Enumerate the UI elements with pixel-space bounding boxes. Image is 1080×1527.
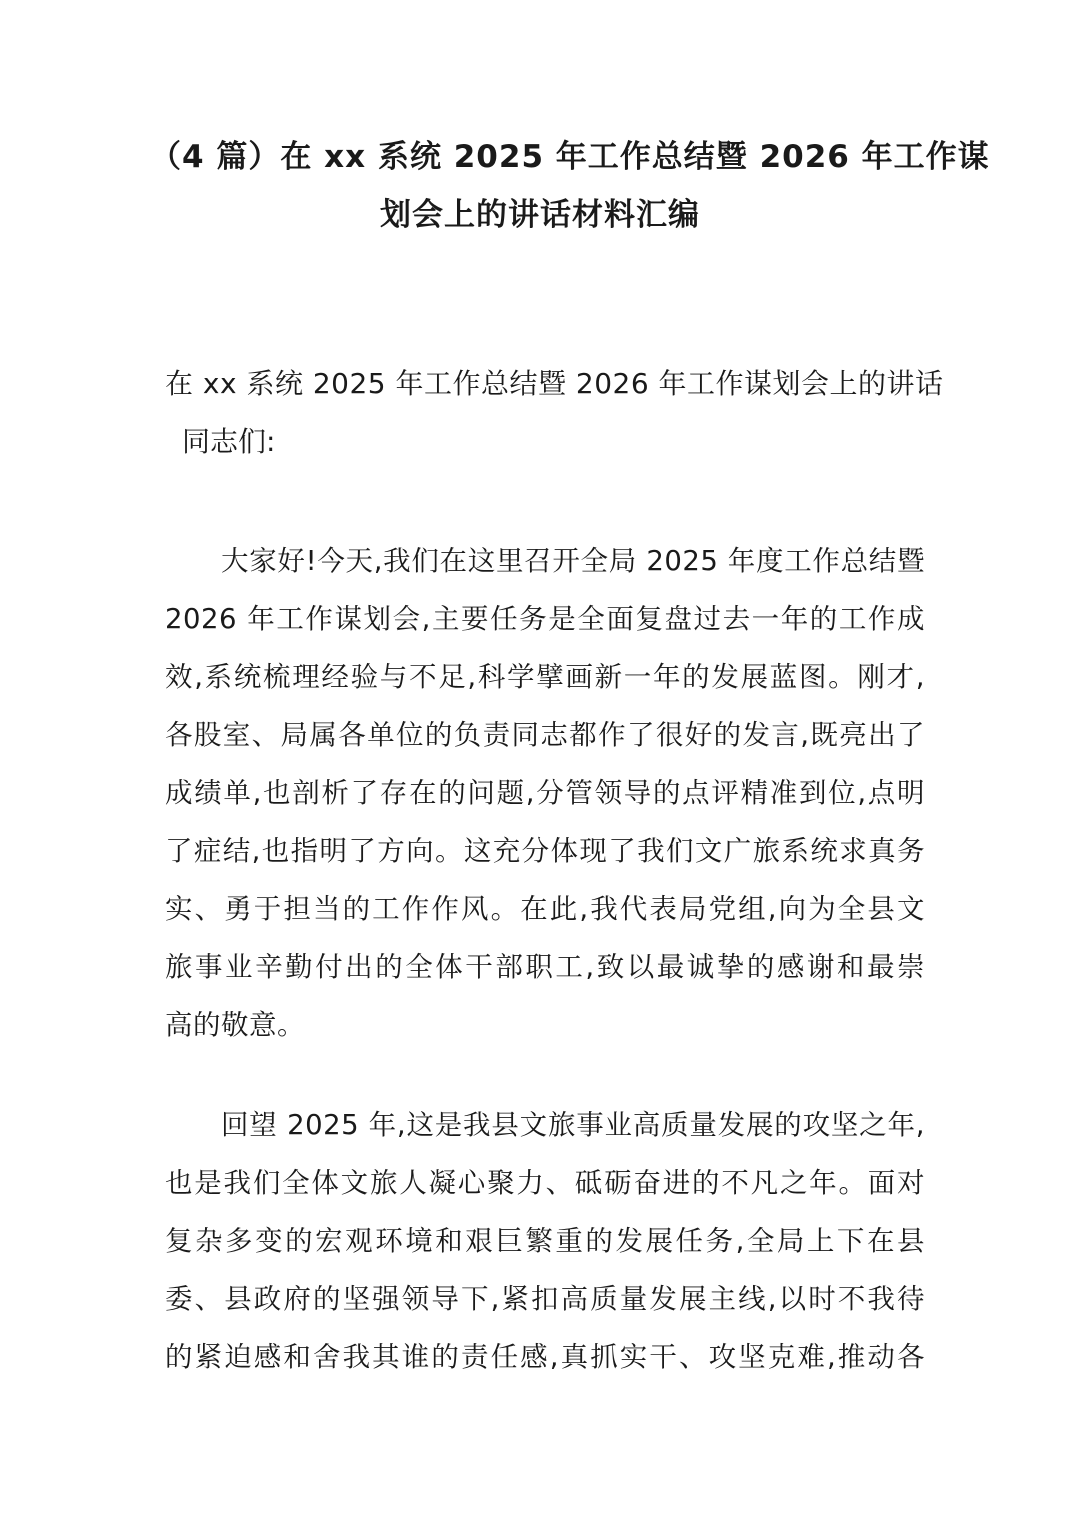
salutation: 同志们: <box>182 425 276 458</box>
paragraph-line: 委、县政府的坚强领导下,紧扣高质量发展主线,以时不我待 <box>165 1283 925 1315</box>
document-title <box>150 128 990 244</box>
paragraph-1 <box>165 532 925 1054</box>
paragraph-line: 各股室、局属各单位的负责同志都作了很好的发言,既亮出了 <box>165 719 925 751</box>
title-line-1: （4 篇）在 xx 系统 2025 年工作总结暨 2026 年工作谋 <box>150 139 990 175</box>
paragraph-line: 复杂多变的宏观环境和艰巨繁重的发展任务,全局上下在县 <box>165 1225 925 1257</box>
paragraph-line: 回望 2025 年,这是我县文旅事业高质量发展的攻坚之年, <box>221 1109 925 1141</box>
paragraph-line: 成绩单,也剖析了存在的问题,分管领导的点评精准到位,点明 <box>165 777 925 809</box>
paragraph-2 <box>165 1096 925 1386</box>
paragraph-line: 大家好!今天,我们在这里召开全局 2025 年度工作总结暨 <box>221 545 925 577</box>
paragraph-line: 也是我们全体文旅人凝心聚力、砥砺奋进的不凡之年。面对 <box>165 1167 925 1199</box>
paragraph-line: 效,系统梳理经验与不足,科学擘画新一年的发展蓝图。刚才, <box>165 661 925 693</box>
speech-subtitle: 在 xx 系统 2025 年工作总结暨 2026 年工作谋划会上的讲话 <box>165 367 944 400</box>
paragraph-line: 实、勇于担当的工作作风。在此,我代表局党组,向为全县文 <box>165 893 925 925</box>
paragraph-line: 高的敬意。 <box>165 1009 305 1041</box>
paragraph-line: 了症结,也指明了方向。这充分体现了我们文广旅系统求真务 <box>165 835 925 867</box>
paragraph-line: 旅事业辛勤付出的全体干部职工,致以最诚挚的感谢和最崇 <box>165 951 925 983</box>
title-line-2: 划会上的讲话材料汇编 <box>380 197 700 233</box>
paragraph-line: 的紧迫感和舍我其谁的责任感,真抓实干、攻坚克难,推动各 <box>165 1341 925 1373</box>
paragraph-line: 2026 年工作谋划会,主要任务是全面复盘过去一年的工作成 <box>165 603 925 635</box>
